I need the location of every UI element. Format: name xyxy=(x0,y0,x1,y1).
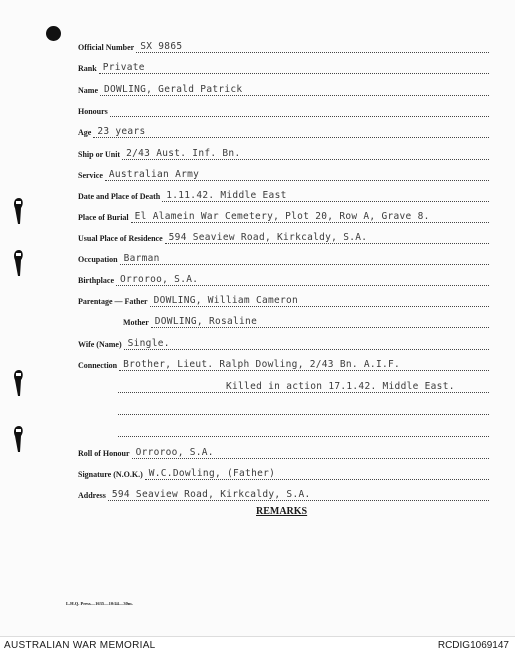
field-value: Single. xyxy=(127,338,170,349)
field-label: Roll of Honour xyxy=(78,449,130,458)
field-label: Ship or Unit xyxy=(78,150,121,159)
field-roll-of-honour xyxy=(78,443,489,459)
field-connection-line-4 xyxy=(118,421,489,437)
field-ship-or-unit xyxy=(78,144,489,160)
field-mother xyxy=(78,312,489,328)
field-name xyxy=(78,80,489,96)
field-label: Honours xyxy=(78,107,108,116)
field-value: SX 9865 xyxy=(140,41,183,52)
footer-institution: AUSTRALIAN WAR MEMORIAL xyxy=(4,640,156,651)
field-address xyxy=(78,485,489,501)
field-label: Date and Place of Death xyxy=(78,192,161,201)
archive-footer xyxy=(0,636,515,655)
field-value: W.C.Dowling, (Father) xyxy=(148,468,276,479)
field-signature-nok xyxy=(78,464,489,480)
field-value: Orroroo, S.A. xyxy=(135,447,214,458)
remarks-heading: REMARKS xyxy=(256,506,308,517)
binder-clip-icon xyxy=(12,424,26,454)
field-usual-residence xyxy=(78,228,489,244)
field-label: Wife (Name) xyxy=(78,340,122,349)
field-service xyxy=(78,165,489,181)
footer-record-id: RCDIG1069147 xyxy=(437,640,509,651)
field-label: Connection xyxy=(78,361,118,370)
field-value: Killed in action 17.1.42. Middle East. xyxy=(226,381,455,392)
field-label: Birthplace xyxy=(78,276,114,285)
field-wife xyxy=(78,334,489,350)
field-father xyxy=(78,291,489,307)
punch-hole xyxy=(46,26,61,41)
field-place-of-burial xyxy=(78,207,489,223)
field-value: Private xyxy=(102,62,145,73)
field-value: 594 Seaview Road, Kirkcaldy, S.A. xyxy=(111,489,311,500)
field-label: Occupation xyxy=(78,255,118,264)
field-value: Barman xyxy=(123,253,160,264)
field-official-number xyxy=(78,37,489,53)
field-label: Parentage — Father xyxy=(78,297,148,306)
field-honours xyxy=(78,101,489,117)
field-value: Australian Army xyxy=(108,169,200,180)
field-label: Age xyxy=(78,128,92,137)
field-connection xyxy=(78,355,489,371)
field-value: Brother, Lieut. Ralph Dowling, 2/43 Bn. A.I.F. xyxy=(123,359,401,370)
field-rank xyxy=(78,58,489,74)
field-label: Mother xyxy=(123,318,149,327)
field-value: El Alamein War Cemetery, Plot 20, Row A, Grave 8. xyxy=(134,211,430,222)
field-value: 2/43 Aust. Inf. Bn. xyxy=(126,148,241,159)
field-value: DOWLING, Gerald Patrick xyxy=(104,84,243,95)
print-code: L.H.Q. Press—1635—10/44—30m. xyxy=(66,601,133,606)
field-age xyxy=(78,122,489,138)
binder-clip-icon xyxy=(12,248,26,278)
field-label: Official Number xyxy=(78,43,135,52)
field-value: 23 years xyxy=(97,126,146,137)
field-label: Name xyxy=(78,86,98,95)
field-label: Place of Burial xyxy=(78,213,129,222)
field-label: Rank xyxy=(78,64,97,73)
field-birthplace xyxy=(78,270,489,286)
field-label: Service xyxy=(78,171,103,180)
field-value: DOWLING, Rosaline xyxy=(154,316,258,327)
binder-clip-icon xyxy=(12,196,26,226)
field-connection-line-3 xyxy=(118,399,489,415)
field-label: Usual Place of Residence xyxy=(78,234,163,243)
field-value: Orroroo, S.A. xyxy=(120,274,199,285)
field-value: 1.11.42. Middle East xyxy=(166,190,287,201)
field-connection-line-2 xyxy=(118,377,489,393)
binder-clip-icon xyxy=(12,368,26,398)
field-label: Signature (N.O.K.) xyxy=(78,470,143,479)
field-value: 594 Seaview Road, Kirkcaldy, S.A. xyxy=(168,232,368,243)
field-value: DOWLING, William Cameron xyxy=(153,295,299,306)
field-label: Address xyxy=(78,491,106,500)
field-date-place-of-death xyxy=(78,186,489,202)
field-occupation xyxy=(78,249,489,265)
